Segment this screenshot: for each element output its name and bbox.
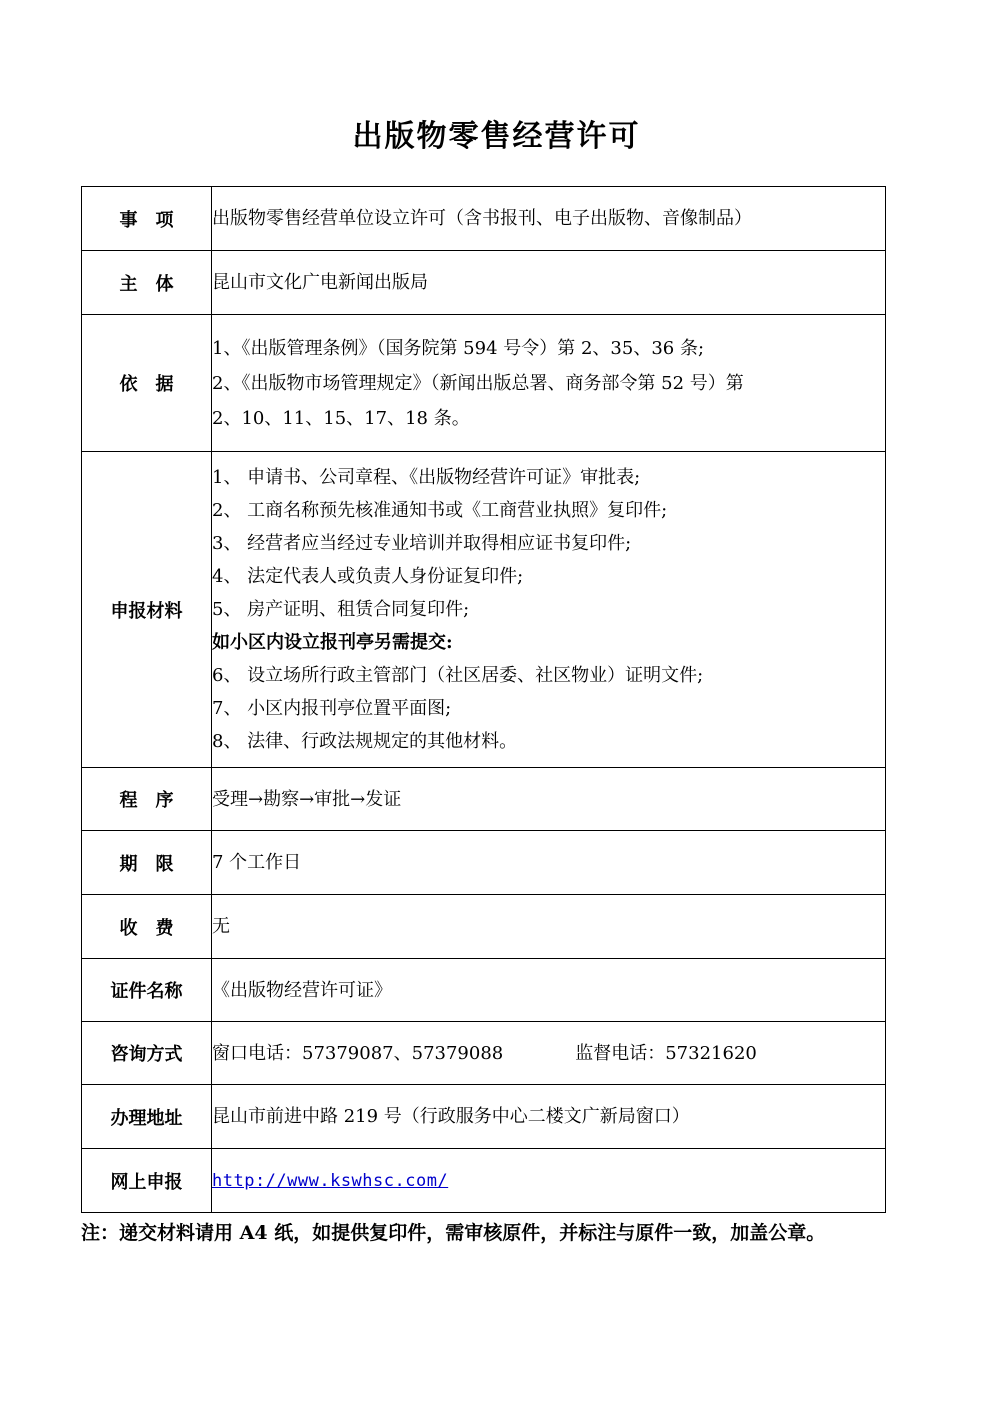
document-item: 4、 法定代表人或负责人身份证复印件; <box>212 566 524 587</box>
row-value-item: 出版物零售经营单位设立许可（含书报刊、电子出版物、音像制品） <box>212 187 886 251</box>
table-row <box>82 251 886 315</box>
document-item: 7、 小区内报刊亭位置平面图; <box>212 698 452 719</box>
table-row <box>82 959 886 1022</box>
table-row <box>82 1022 886 1085</box>
table-row <box>82 831 886 895</box>
row-label-certificate-name: 证件名称 <box>82 959 212 1022</box>
row-value-fee: 无 <box>212 895 886 959</box>
document-item: 2、 工商名称预先核准通知书或《工商营业执照》复印件; <box>212 500 668 521</box>
table-row <box>82 768 886 831</box>
row-value-documents <box>212 452 886 768</box>
table-row <box>82 895 886 959</box>
row-value-term: 7 个工作日 <box>212 831 886 895</box>
document-item: 5、 房产证明、租赁合同复印件; <box>212 599 470 620</box>
table-row <box>82 452 886 768</box>
table-row <box>82 1085 886 1149</box>
row-value-contact: 窗口电话：57379087、57379088 监督电话：57321620 <box>212 1022 886 1085</box>
row-value-procedure: 受理→勘察→审批→发证 <box>212 768 886 831</box>
row-value-subject: 昆山市文化广电新闻出版局 <box>212 251 886 315</box>
row-label-address: 办理地址 <box>82 1085 212 1149</box>
row-value-address: 昆山市前进中路 219 号（行政服务中心二楼文广新局窗口） <box>212 1085 886 1149</box>
basis-line: 2、《出版物市场管理规定》（新闻出版总署、商务部令第 52 号）第 <box>212 372 744 394</box>
row-label-basis: 依 据 <box>82 315 212 452</box>
row-label-procedure: 程 序 <box>82 768 212 831</box>
document-subheading: 如小区内设立报刊亭另需提交: <box>212 632 453 653</box>
row-label-documents: 申报材料 <box>82 452 212 768</box>
basis-line: 2、10、11、15、17、18 条。 <box>212 407 470 429</box>
row-label-subject: 主 体 <box>82 251 212 315</box>
document-item: 1、 申请书、公司章程、《出版物经营许可证》审批表; <box>212 467 641 488</box>
document-item: 3、 经营者应当经过专业培训并取得相应证书复印件; <box>212 533 632 554</box>
page-title: 出版物零售经营许可 <box>352 119 641 154</box>
table-row <box>82 1149 886 1213</box>
row-label-fee: 收 费 <box>82 895 212 959</box>
table-row <box>82 187 886 251</box>
row-label-contact: 咨询方式 <box>82 1022 212 1085</box>
row-label-term: 期 限 <box>82 831 212 895</box>
row-label-item: 事 项 <box>82 187 212 251</box>
basis-line: 1、《出版管理条例》（国务院第 594 号令）第 2、35、36 条; <box>212 337 705 359</box>
table-row <box>82 315 886 452</box>
document-item: 6、 设立场所行政主管部门（社区居委、社区物业）证明文件; <box>212 665 704 686</box>
row-value-certificate-name: 《出版物经营许可证》 <box>212 959 886 1022</box>
online-application-link[interactable]: http://www.kswhsc.com/ <box>212 1170 449 1191</box>
permit-info-table <box>81 186 886 1213</box>
row-value-basis <box>212 315 886 452</box>
row-label-online-application: 网上申报 <box>82 1149 212 1213</box>
row-value-online-application <box>212 1149 886 1213</box>
footer-note: 注：递交材料请用 A4 纸，如提供复印件，需审核原件，并标注与原件一致，加盖公章。 <box>81 1222 826 1244</box>
document-item: 8、 法律、行政法规规定的其他材料。 <box>212 731 518 752</box>
